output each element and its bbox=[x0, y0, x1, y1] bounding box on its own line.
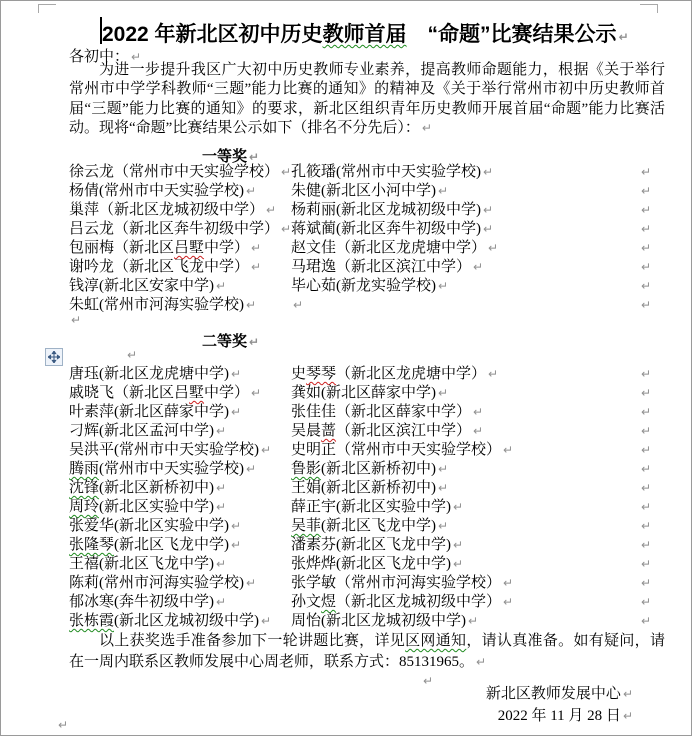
text-segment: 包丽梅（新北区 bbox=[69, 240, 175, 256]
awardee-entry-right bbox=[291, 403, 665, 422]
intro-text: 为进一步提升我区广大初中历史教师专业素养，提高教师命题能力，根据《关于举行常州市中学学科教师“三题”能力比赛的通知》的精神及《关于举行常州市初中历史教师首届“三题”能力比赛的通知》的要求，新北区组织青年历史教师开展首届“命题”能力比赛活动。现将“命题”比赛结果公示如下（排名不分先后）： bbox=[69, 62, 665, 137]
awardee-entry-right bbox=[291, 384, 665, 403]
paragraph-mark: ↵ bbox=[641, 500, 652, 514]
text-segment: (新北区飞龙中学) bbox=[321, 518, 437, 534]
paragraph-mark: ↵ bbox=[503, 595, 514, 609]
text-segment: 。 bbox=[459, 653, 475, 670]
paragraph-mark: ↵ bbox=[453, 500, 464, 514]
awardee-entry-right bbox=[291, 460, 665, 479]
paragraph-mark: ↵ bbox=[266, 203, 277, 217]
awardee-entry-right bbox=[291, 220, 665, 239]
paragraph-mark: ↵ bbox=[216, 557, 227, 571]
paragraph-mark: ↵ bbox=[423, 674, 434, 688]
text-segment: （新北区龙虎塘中学） bbox=[336, 366, 487, 382]
text-segment: 张烨烨(新北区飞龙中学) bbox=[291, 556, 451, 572]
signature-text: 新北区教师发展中心 bbox=[485, 686, 621, 702]
paragraph-mark: ↵ bbox=[58, 718, 69, 732]
text-segment: 薛正宇(新北区实验中学) bbox=[291, 499, 451, 515]
paragraph-mark: ↵ bbox=[641, 203, 652, 217]
text-segment: 沈锋 bbox=[69, 480, 100, 496]
award-row bbox=[69, 163, 665, 182]
award-row bbox=[69, 555, 665, 574]
award-row bbox=[69, 384, 665, 403]
text-segment: 蒋斌蔺(新北区奔牛初级中学) bbox=[291, 221, 481, 237]
paragraph-mark: ↵ bbox=[127, 348, 138, 362]
text-segment: 郁冰寒(奔牛初级中学) bbox=[69, 594, 214, 610]
awardee-entry-left bbox=[69, 593, 291, 612]
text-segment: 戚晓飞（新北区吕 bbox=[69, 385, 190, 401]
paragraph-mark: ↵ bbox=[216, 279, 227, 293]
text-segment: 史明正（常州市中天实验学校） bbox=[291, 442, 502, 458]
paragraph-mark: ↵ bbox=[438, 279, 449, 293]
text-segment: 孙文 bbox=[291, 594, 322, 610]
paragraph-mark: ↵ bbox=[622, 687, 633, 701]
paragraph-mark: ↵ bbox=[488, 241, 499, 255]
paragraph-mark: ↵ bbox=[468, 614, 479, 628]
awardee-entry-left bbox=[69, 182, 291, 201]
awardee-entry-left bbox=[69, 296, 291, 315]
text-segment: （新北区龙城初级中学） bbox=[336, 594, 502, 610]
text-segment: (新北区新桥初中) bbox=[321, 461, 437, 477]
paragraph-mark: ↵ bbox=[246, 576, 257, 590]
award-row bbox=[69, 182, 665, 201]
paragraph-mark: ↵ bbox=[438, 481, 449, 495]
text-segment: 唐珏(新北区龙虎塘中学) bbox=[69, 366, 229, 382]
date-text: 2022 年 11 月 28 日 bbox=[497, 707, 621, 724]
paragraph-mark: ↵ bbox=[251, 241, 262, 255]
text-segment: 毕心茹(新龙实验学校) bbox=[291, 278, 436, 294]
award-row bbox=[69, 403, 665, 422]
first-prize-list bbox=[69, 163, 665, 315]
text-segment: 赵文佳（新北区龙虎塘中学） bbox=[291, 240, 487, 256]
text-segment: 潘素芬(新北区飞龙中学) bbox=[291, 537, 451, 553]
paragraph-mark: ↵ bbox=[641, 367, 652, 381]
text-segment: 龚如(新北区薛家中学) bbox=[291, 385, 436, 401]
text-segment: 吕云龙（新北区奔牛初级中学） bbox=[69, 221, 280, 237]
award-row bbox=[69, 296, 665, 315]
second-prize-heading bbox=[202, 330, 259, 351]
text-segment: 吴晨 bbox=[291, 423, 322, 439]
paragraph-mark: ↵ bbox=[641, 462, 652, 476]
first-prize-heading-text: 一等奖 bbox=[202, 148, 248, 165]
text-segment: “命题”比赛结果公示 bbox=[406, 23, 617, 46]
text-segment: 史 bbox=[291, 366, 307, 382]
paragraph-mark: ↵ bbox=[476, 654, 487, 669]
paragraph-mark: ↵ bbox=[438, 519, 449, 533]
text-segment: 杨倩(常州市中天实验学校) bbox=[69, 183, 244, 199]
awardee-entry-right bbox=[291, 365, 665, 384]
text-segment: 琴琴 bbox=[306, 366, 337, 382]
paragraph-mark: ↵ bbox=[71, 313, 82, 327]
text-segment: 中学） bbox=[204, 385, 250, 401]
awardee-entry-left bbox=[69, 517, 291, 536]
text-segment: 吕墅 bbox=[174, 240, 205, 256]
paragraph-mark: ↵ bbox=[503, 576, 514, 590]
paragraph-mark: ↵ bbox=[641, 576, 652, 590]
awardee-entry-left bbox=[69, 422, 291, 441]
paragraph-mark: ↵ bbox=[231, 538, 242, 552]
award-row bbox=[69, 422, 665, 441]
text-segment: 教师首届 bbox=[322, 23, 407, 46]
award-row bbox=[69, 536, 665, 555]
paragraph-mark: ↵ bbox=[641, 184, 652, 198]
awardee-entry-right bbox=[291, 422, 665, 441]
awardee-entry-left bbox=[69, 460, 291, 479]
paragraph-mark: ↵ bbox=[216, 481, 227, 495]
paragraph-mark: ↵ bbox=[618, 30, 629, 44]
paragraph-mark: ↵ bbox=[641, 386, 652, 400]
paragraph-mark: ↵ bbox=[261, 614, 272, 628]
text-segment: 王娟(新北区新桥初中) bbox=[291, 480, 436, 496]
paragraph-mark: ↵ bbox=[438, 184, 449, 198]
awardee-entry-right bbox=[291, 441, 665, 460]
awardee-entry-left bbox=[69, 574, 291, 593]
awardee-entry-left bbox=[69, 441, 291, 460]
awardee-entry-right bbox=[291, 612, 665, 631]
paragraph-mark: ↵ bbox=[281, 222, 292, 236]
awardee-entry-right bbox=[291, 277, 665, 296]
signature-line bbox=[486, 684, 633, 706]
text-segment: (常州市中天实验学校) bbox=[99, 461, 245, 477]
paragraph-mark: ↵ bbox=[453, 538, 464, 552]
paragraph-mark: ↵ bbox=[249, 335, 260, 349]
paragraph-mark: ↵ bbox=[249, 150, 260, 164]
paragraph-mark: ↵ bbox=[641, 260, 652, 274]
paragraph-mark: ↵ bbox=[216, 500, 227, 514]
text-segment: 吴菲 bbox=[291, 518, 322, 534]
award-row bbox=[69, 277, 665, 296]
paragraph-mark: ↵ bbox=[216, 424, 227, 438]
paragraph-mark: ↵ bbox=[641, 595, 652, 609]
text-segment: 朱虹(常州市河海实验学校) bbox=[69, 297, 244, 313]
text-segment: 叶素萍(新北区薛家中学) bbox=[69, 404, 229, 420]
award-row bbox=[69, 574, 665, 593]
text-segment: 马珺逸（新北区滨江中学） bbox=[291, 259, 472, 275]
paragraph-mark: ↵ bbox=[246, 184, 257, 198]
text-segment: (新北区实验中学) bbox=[99, 499, 215, 515]
intro-paragraph bbox=[69, 61, 665, 139]
award-row bbox=[69, 239, 665, 258]
date-line bbox=[486, 706, 633, 728]
paragraph-mark: ↵ bbox=[641, 165, 652, 179]
text-segment: 张爱华(新北区实验中学) bbox=[69, 518, 229, 534]
text-segment: 杨莉丽(新北区龙城初级中学) bbox=[291, 202, 481, 218]
text-segment: 张隆琴 bbox=[69, 537, 115, 553]
awardee-entry-left bbox=[69, 403, 291, 422]
second-prize-heading-text: 二等奖 bbox=[202, 333, 248, 350]
paragraph-mark: ↵ bbox=[281, 165, 292, 179]
paragraph-mark: ↵ bbox=[641, 519, 652, 533]
awardee-entry-right bbox=[291, 479, 665, 498]
paragraph-mark: ↵ bbox=[246, 462, 257, 476]
award-row bbox=[69, 479, 665, 498]
text-segment: 谢吟龙（新北区飞龙中学） bbox=[69, 259, 250, 275]
awardee-entry-left bbox=[69, 479, 291, 498]
paragraph-mark: ↵ bbox=[293, 298, 304, 312]
text-segment: 中学） bbox=[204, 240, 250, 256]
awardee-entry-right bbox=[291, 536, 665, 555]
paragraph-mark: ↵ bbox=[453, 557, 464, 571]
text-segment: 张佳佳（新北区薛家中学） bbox=[291, 404, 472, 420]
awardee-entry-left bbox=[69, 220, 291, 239]
awardee-entry-left bbox=[69, 555, 291, 574]
text-segment: 2022 年新北区初中历史 bbox=[102, 23, 323, 46]
award-row bbox=[69, 258, 665, 277]
four-way-arrow-icon bbox=[48, 351, 60, 363]
text-segment: 吴洪平(常州市中天实验学校) bbox=[69, 442, 259, 458]
paragraph-mark: ↵ bbox=[131, 50, 142, 64]
text-segment: 墅 bbox=[189, 385, 205, 401]
text-segment: 85131965 bbox=[399, 653, 460, 670]
paragraph-mark: ↵ bbox=[641, 538, 652, 552]
paragraph-mark: ↵ bbox=[641, 443, 652, 457]
award-row bbox=[69, 498, 665, 517]
text-segment: 以上获奖选手准备参加下一轮讲题比赛，详见 bbox=[99, 633, 406, 649]
text-segment: (新北区龙城初级中学) bbox=[114, 613, 260, 629]
award-row bbox=[69, 612, 665, 631]
awardee-entry-left bbox=[69, 536, 291, 555]
text-boundary-mark-top-right bbox=[640, 4, 658, 13]
text-segment: 刁辉(新北区孟河中学) bbox=[69, 423, 214, 439]
awardee-entry-left bbox=[69, 201, 291, 220]
document-title bbox=[102, 18, 662, 48]
award-row bbox=[69, 517, 665, 536]
awardee-entry-right bbox=[291, 593, 665, 612]
salutation-text: 各初中： bbox=[69, 49, 130, 65]
awardee-entry-right bbox=[291, 517, 665, 536]
paragraph-mark: ↵ bbox=[641, 481, 652, 495]
awardee-entry-right bbox=[291, 163, 665, 182]
text-segment: 巢萍（新北区龙城初级中学） bbox=[69, 202, 265, 218]
signature-block bbox=[486, 684, 633, 727]
awardee-entry-left bbox=[69, 365, 291, 384]
awardee-entry-right bbox=[291, 296, 665, 315]
awardee-entry-left bbox=[69, 258, 291, 277]
paragraph-mark: ↵ bbox=[503, 443, 514, 457]
text-segment: 蔷 bbox=[321, 423, 337, 439]
paragraph-mark: ↵ bbox=[641, 614, 652, 628]
paragraph-mark: ↵ bbox=[483, 203, 494, 217]
awardee-entry-right bbox=[291, 258, 665, 277]
paragraph-mark: ↵ bbox=[483, 222, 494, 236]
awardee-entry-right bbox=[291, 182, 665, 201]
paragraph-mark: ↵ bbox=[641, 557, 652, 571]
paragraph-mark: ↵ bbox=[216, 595, 227, 609]
paragraph-mark: ↵ bbox=[438, 462, 449, 476]
awardee-entry-right bbox=[291, 574, 665, 593]
text-segment: 腾雨 bbox=[69, 461, 100, 477]
paragraph-mark: ↵ bbox=[473, 260, 484, 274]
text-segment: 周怡(新北区龙城初级中学) bbox=[291, 613, 466, 629]
text-segment: (新北区新桥初中) bbox=[99, 480, 215, 496]
text-segment: （新北区滨江中学） bbox=[336, 423, 472, 439]
text-segment: 陈莉(常州市河海实验学校) bbox=[69, 575, 244, 591]
awardee-entry-right bbox=[291, 239, 665, 258]
awardee-entry-left bbox=[69, 163, 291, 182]
award-row bbox=[69, 441, 665, 460]
footer-paragraph bbox=[69, 631, 665, 672]
paragraph-mark: ↵ bbox=[261, 443, 272, 457]
awardee-entry-left bbox=[69, 498, 291, 517]
award-row bbox=[69, 365, 665, 384]
paragraph-mark: ↵ bbox=[641, 222, 652, 236]
paragraph-mark: ↵ bbox=[641, 424, 652, 438]
text-segment: ，请认真准备。如有疑问，请在一周内联系区教师发展中心周老师，联系方式： bbox=[69, 633, 665, 670]
award-row bbox=[69, 460, 665, 479]
paragraph-mark: ↵ bbox=[488, 367, 499, 381]
table-move-handle-icon[interactable] bbox=[45, 348, 63, 366]
second-prize-list bbox=[69, 365, 665, 631]
paragraph-mark: ↵ bbox=[421, 121, 432, 136]
text-segment: 孔筱璠(常州市中天实验学校) bbox=[291, 164, 481, 180]
awardee-entry-right bbox=[291, 201, 665, 220]
paragraph-mark: ↵ bbox=[251, 386, 262, 400]
text-segment: 鲁影 bbox=[291, 461, 322, 477]
text-segment: 区网通知 bbox=[405, 633, 467, 649]
text-segment: 钱淳(新北区安家中学) bbox=[69, 278, 214, 294]
text-segment: (新北区飞龙中学) bbox=[114, 537, 230, 553]
text-segment: 张栋霞 bbox=[69, 613, 115, 629]
paragraph-mark: ↵ bbox=[231, 405, 242, 419]
award-row bbox=[69, 593, 665, 612]
paragraph-mark: ↵ bbox=[473, 424, 484, 438]
text-segment: 周玲 bbox=[69, 499, 100, 515]
paragraph-mark: ↵ bbox=[473, 405, 484, 419]
awardee-entry-right bbox=[291, 555, 665, 574]
paragraph-mark: ↵ bbox=[231, 519, 242, 533]
awardee-entry-right bbox=[291, 498, 665, 517]
paragraph-mark: ↵ bbox=[438, 386, 449, 400]
paragraph-mark: ↵ bbox=[246, 298, 257, 312]
text-segment: 徐云龙（常州市中天实验学校） bbox=[69, 164, 280, 180]
paragraph-mark: ↵ bbox=[641, 241, 652, 255]
text-segment: 煜 bbox=[321, 594, 337, 610]
text-segment: 朱健(新北区小河中学) bbox=[291, 183, 436, 199]
awardee-entry-left bbox=[69, 239, 291, 258]
awardee-entry-left bbox=[69, 384, 291, 403]
paragraph-mark: ↵ bbox=[622, 708, 633, 723]
paragraph-mark: ↵ bbox=[641, 405, 652, 419]
awardee-entry-left bbox=[69, 277, 291, 296]
text-boundary-mark-top-left bbox=[38, 4, 56, 13]
award-row bbox=[69, 220, 665, 239]
award-row bbox=[69, 201, 665, 220]
paragraph-mark: ↵ bbox=[641, 279, 652, 293]
text-segment: 张学敏（常州市河海实验学校） bbox=[291, 575, 502, 591]
awardee-entry-left bbox=[69, 612, 291, 631]
text-segment: 王禧(新北区飞龙中学) bbox=[69, 556, 214, 572]
paragraph-mark: ↵ bbox=[641, 298, 652, 312]
paragraph-mark: ↵ bbox=[251, 260, 262, 274]
paragraph-mark: ↵ bbox=[231, 367, 242, 381]
paragraph-mark: ↵ bbox=[483, 165, 494, 179]
